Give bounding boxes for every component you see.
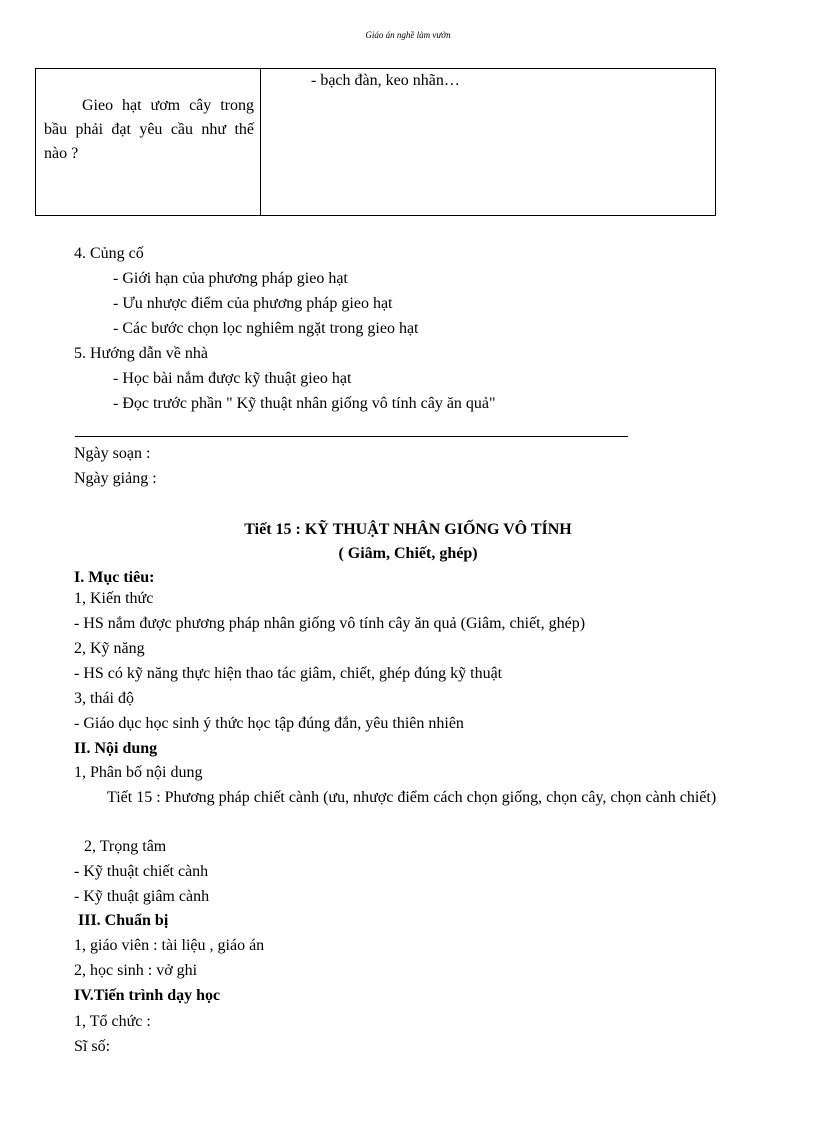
preparation-teacher: 1, giáo viên : tài liệu , giáo án	[74, 937, 265, 954]
distribution-heading: 1, Phân bố nội dung	[74, 764, 203, 781]
objectives-heading: I. Mục tiêu:	[74, 569, 155, 586]
content-heading: II. Nội dung	[74, 740, 158, 757]
divider	[75, 436, 628, 437]
list-item: - Ưu nhược điểm của phương pháp gieo hạt	[113, 295, 393, 312]
attitude-text: - Giáo dục học sinh ý thức học tập đúng đắn, yêu thiên nhiên	[74, 715, 464, 732]
consolidation-heading: 4. Củng cố	[74, 245, 144, 262]
list-item: - Kỹ thuật giâm cành	[74, 888, 210, 905]
list-item: - Đọc trước phần " Kỹ thuật nhân giống vô tính cây ăn quả"	[113, 395, 496, 412]
knowledge-text: - HS nắm được phương pháp nhân giống vô tính cây ăn quả (Giâm, chiết, ghép)	[74, 615, 586, 632]
process-organization: 1, Tổ chức :	[74, 1013, 151, 1030]
attitude-heading: 3, thái độ	[74, 690, 134, 707]
list-item: - Các bước chọn lọc nghiêm ngặt trong gieo hạt	[113, 320, 419, 337]
list-item: - Kỹ thuật chiết cành	[74, 863, 209, 880]
skills-text: - HS có kỹ năng thực hiện thao tác giâm, chiết, ghép đúng kỹ thuật	[74, 665, 503, 682]
page-header: Giáo án nghề làm vườn	[365, 30, 451, 40]
focus-heading: 2, Trọng tâm	[84, 838, 167, 855]
homework-heading: 5. Hướng dẫn về nhà	[74, 345, 208, 362]
lesson-table	[35, 68, 716, 216]
distribution-text: Tiết 15 : Phương pháp chiết cành (ưu, nhược điểm cách chọn giống, chọn cây, chọn cành chiết)	[107, 789, 717, 806]
lesson-subtitle: ( Giâm, Chiết, ghép)	[338, 545, 478, 562]
list-item: - Giới hạn của phương pháp gieo hạt	[113, 270, 348, 287]
date-taught: Ngày giảng :	[74, 470, 157, 487]
lesson-title: Tiết 15 : KỸ THUẬT NHÂN GIỐNG VÔ TÍNH	[244, 521, 572, 538]
skills-heading: 2, Kỹ năng	[74, 640, 145, 657]
list-item: - Học bài nắm được kỹ thuật gieo hạt	[113, 370, 352, 387]
date-prepared: Ngày soạn :	[74, 445, 151, 462]
process-attendance: Sĩ số:	[74, 1038, 111, 1055]
table-answer-cell: - bạch đàn, keo nhãn…	[311, 72, 460, 89]
knowledge-heading: 1, Kiến thức	[74, 590, 154, 607]
preparation-student: 2, học sinh : vở ghi	[74, 962, 198, 979]
table-question-cell: Gieo hạt ươm cây trong bầu phải đạt yêu cầu như thế nào ?	[36, 69, 261, 215]
preparation-heading: III. Chuẩn bị	[78, 912, 169, 929]
process-heading: IV.Tiến trình dạy học	[74, 987, 221, 1004]
